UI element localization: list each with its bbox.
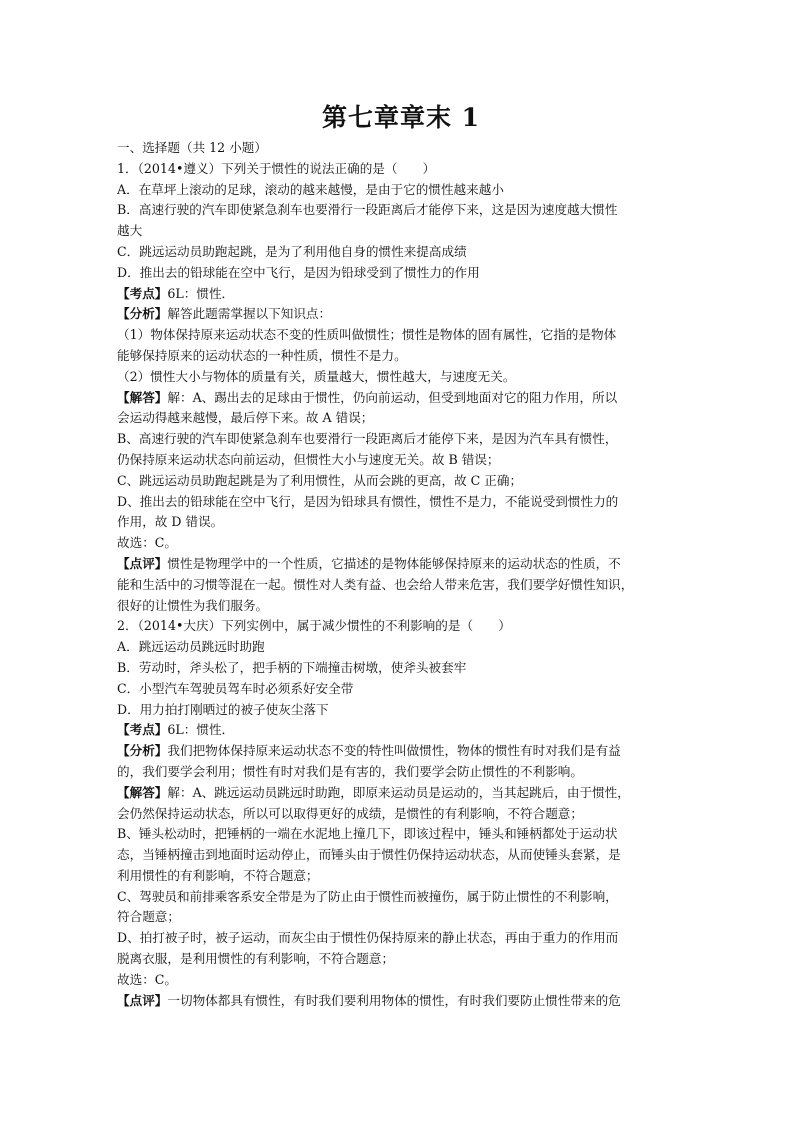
jieda [117, 388, 685, 409]
option-d: D．用力拍打刚晒过的被子使灰尘落下 [117, 701, 329, 717]
jieda-line: 利用惯性的有利影响，不符合题意； [117, 867, 319, 883]
fenxi-text: 解答此题需掌握以下知识点： [167, 306, 332, 322]
jieda-text: 解：A、踢出去的足球由于惯性，仍向前运动，但受到地面对它的阻力作用，所以 [167, 389, 618, 405]
fenxi-line: （1）物体保持原来运动状态不变的性质叫做惯性；惯性是物体的固有属性，它指的是物体 [117, 327, 617, 343]
option-c: C．跳远运动员助跑起跳，是为了利用他自身的惯性来提高成绩 [117, 243, 467, 259]
dianping-tag: 【点评】 [117, 992, 168, 1008]
kaodian-text: 6L：惯性． [167, 285, 235, 301]
jieda-line: B、锤头松动时，把锤柄的一端在水泥地上撞几下，即该过程中，锤头和锤柄都处于运动状 [117, 826, 618, 842]
answer-line: 故选：C。 [117, 971, 178, 987]
dianping-text: 一切物体都具有惯性，有时我们要利用物体的惯性，有时我们要防止惯性带来的危 [167, 992, 621, 1008]
fenxi-line: （2）惯性大小与物体的质量有关，质量越大，惯性越大，与速度无关。 [117, 368, 516, 384]
kaodian [117, 284, 685, 305]
option-a: A．在草坪上滚动的足球，滚动的越来越慢，是由于它的惯性越来越小 [117, 181, 504, 197]
option-b: B．劳动时，斧头松了，把手柄的下端撞击树墩，使斧头被套牢 [117, 659, 467, 675]
jieda-line: D、拍打被子时，被子运动，而灰尘由于惯性仍保持原来的静止状态，再由于重力的作用而 [117, 930, 619, 946]
dianping-line: 很好的让惯性为我们服务。 [117, 597, 269, 613]
question-stem: 1．（2014•遵义）下列关于惯性的说法正确的是（ ） [117, 160, 436, 176]
kaodian-text: 6L：惯性． [167, 722, 235, 738]
jieda-line: 会仍然保持运动状态，所以可以取得更好的成绩，是惯性的有利影响，不符合题意； [117, 805, 583, 821]
fenxi-text: 我们把物体保持原来运动状态不变的特性叫做惯性，物体的惯性有时对我们是有益 [167, 743, 621, 759]
option-b: B．高速行驶的汽车即使紧急刹车也要滑行一段距离后才能停下来，这是因为速度越大惯性 [117, 202, 618, 218]
jieda-line: C、跳远运动员助跑起跳是为了利用惯性，从而会跳的更高，故 C 正确； [117, 472, 523, 488]
question-1 [117, 159, 685, 617]
dianping [117, 991, 685, 1012]
jieda-line: C、驾驶员和前排乘客系安全带是为了防止由于惯性而被撞伤，属于防止惯性的不利影响， [117, 888, 618, 904]
jieda-tag: 【解答】 [117, 784, 168, 800]
fenxi-tag: 【分析】 [117, 306, 168, 322]
dianping-text: 惯性是物理学中的一个性质，它描述的是物体能够保持原来的运动状态的性质，不 [167, 555, 621, 571]
page-title: 第七章章末 1 [321, 103, 481, 132]
jieda-line: 会运动得越来越慢，最后停下来。故 A 错误； [117, 410, 374, 426]
jieda-line: 仍保持原来运动状态向前运动，但惯性大小与速度无关。故 B 错误； [117, 451, 500, 467]
kaodian [117, 720, 685, 741]
jieda-tag: 【解答】 [117, 389, 168, 405]
kaodian-tag: 【考点】 [117, 722, 168, 738]
option-b-continued: 越大 [117, 223, 143, 239]
jieda-text: 解：A、跳远运动员跳远时助跑，即原来运动员是运动的，当其起跳后，由于惯性， [167, 784, 630, 800]
jieda [117, 783, 685, 804]
document-page [117, 100, 685, 1011]
jieda-line: 作用，故 D 错误。 [117, 514, 224, 530]
question-2 [117, 616, 685, 1011]
fenxi-line: 的，我们要学会利用；惯性有时对我们是有害的，我们要学会防止惯性的不利影响。 [117, 763, 583, 779]
dianping-line: 能和生活中的习惯等混在一起。惯性对人类有益、也会给人带来危害，我们要学好惯性知识， [117, 576, 634, 592]
jieda-line: 符合题意； [117, 909, 180, 925]
option-a: A．跳远运动员跳远时助跑 [117, 639, 265, 655]
option-d: D．推出去的铅球能在空中飞行，是因为铅球受到了惯性力的作用 [117, 264, 480, 280]
question-stem: 2．（2014•大庆）下列实例中，属于减少惯性的不利影响的是（ ） [117, 618, 511, 634]
section-heading: 一、选择题（共 12 小题） [117, 140, 267, 155]
jieda-line: D、推出去的铅球能在空中飞行，是因为铅球具有惯性，惯性不是力，不能说受到惯性力的 [117, 493, 619, 509]
jieda-line: B、高速行驶的汽车即使紧急刹车也要滑行一段距离后才能停下来，是因为汽车具有惯性， [117, 431, 618, 447]
dianping-tag: 【点评】 [117, 555, 168, 571]
fenxi-tag: 【分析】 [117, 743, 168, 759]
fenxi [117, 304, 685, 325]
jieda-line: 脱离衣服，是利用惯性的有利影响，不符合题意； [117, 951, 395, 967]
fenxi-line: 能够保持原来的运动状态的一种性质，惯性不是力。 [117, 347, 407, 363]
fenxi [117, 741, 685, 762]
option-c: C．小型汽车驾驶员驾车时必须系好安全带 [117, 680, 354, 696]
kaodian-tag: 【考点】 [117, 285, 168, 301]
jieda-line: 态，当锤柄撞击到地面时运动停止，而锤头由于惯性仍保持运动状态，从而使锤头套紧，是 [117, 847, 621, 863]
dianping [117, 554, 685, 575]
answer-line: 故选：C。 [117, 535, 178, 551]
